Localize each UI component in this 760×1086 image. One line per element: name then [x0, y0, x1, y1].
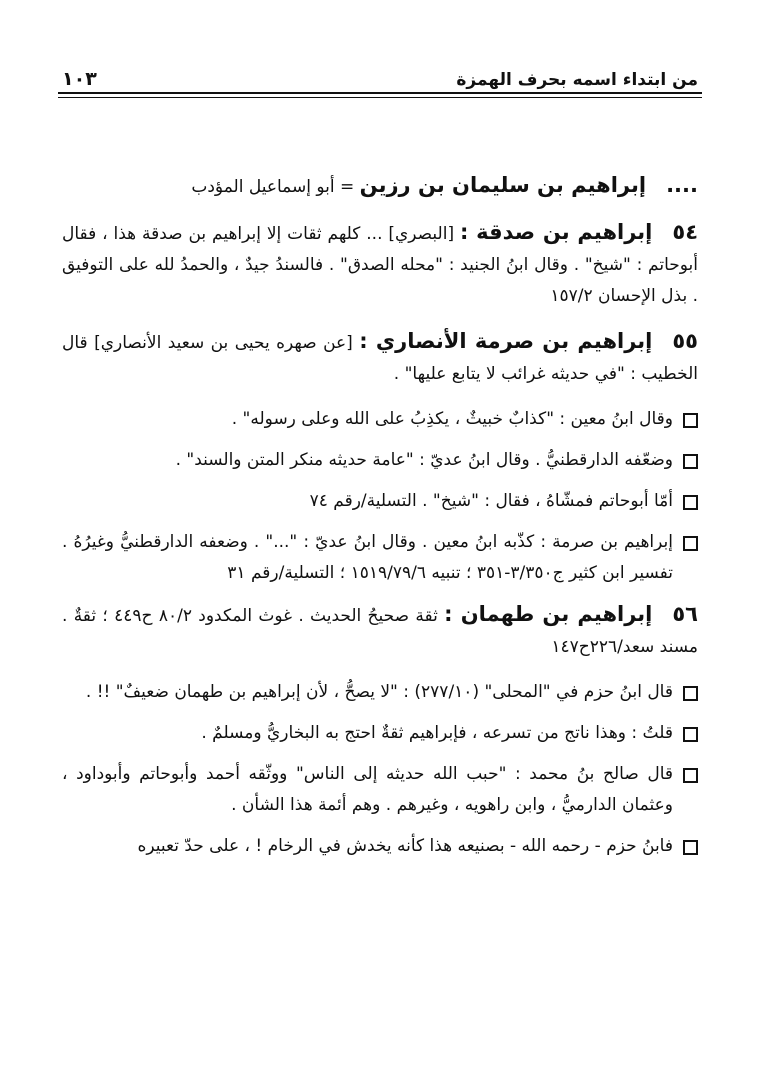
entry-text: [عن صهره يحيى بن سعيد الأنصاري] قال الخطيب : "في حديثه غرائب لا يتابع عليها" .: [62, 333, 698, 384]
checkbox-bullet-icon: [683, 686, 698, 701]
checkbox-bullet-icon: [683, 495, 698, 510]
entry-number: ٥٤: [672, 220, 699, 244]
entry-text: = أبو إسماعيل المؤدب: [191, 177, 360, 197]
list-item: [62, 718, 698, 749]
checkbox-bullet-icon: [683, 768, 698, 783]
list-item-text: فابنُ حزم - رحمه الله - بصنيعه هذا كأنه يخدش في الرخام ! ، على حدّ تعبيره: [137, 836, 673, 856]
checkbox-bullet-icon: [683, 536, 698, 551]
list-item: [62, 831, 698, 862]
list-item: [62, 527, 698, 589]
header-rule-thick: [58, 92, 702, 94]
list-item-text: وقال ابنُ معين : "كذابٌ خبيثٌ ، يكذِبُ على الله وعلى رسوله" .: [231, 409, 673, 429]
entry-name: إبراهيم بن طهمان :: [444, 602, 653, 626]
list-item-text: أمّا أبوحاتم فمشّاهُ ، فقال : "شيخ" . التسلية/رقم ٧٤: [309, 491, 673, 511]
list-item-text: قال ابنُ حزم في "المحلى" (٢٧٧/١٠) : "لا يصحُّ ، لأن إبراهيم بن طهمان ضعيفٌ" !! .: [85, 682, 673, 702]
header-rule-thin: [58, 97, 702, 98]
entry-56: [62, 599, 698, 663]
list-item-text: إبراهيم بن صرمة : كذّبه ابنُ معين . وقال ابنُ عديّ : "..." . وضعفه الدارقطنيُّ وغيرُهُ . تفسير ابن كثير ج٣/٣٥٠-٣٥١ ؛ تنبيه ١٥١٩/٧٩/٦ ؛ التسلية/رقم ٣١: [62, 532, 673, 583]
entry-number: ٥٦: [672, 602, 698, 626]
entry-text: [البصري] ... كلهم ثقات إلا إبراهيم بن صدقة هذا ، فقال أبوحاتم : "شيخ" . وقال ابنُ الجنيد : "محله الصدق" . فالسندُ جيدٌ ، والحمدُ لله على التوفيق . بذل الإحسان ١٥٧/٢: [62, 224, 698, 306]
page-number: ١٠٣: [62, 68, 97, 90]
page-header: [62, 54, 698, 90]
list-item-text: قلتُ : وهذا ناتج من تسرعه ، فإبراهيم ثقةٌ احتج به البخاريُّ ومسلمٌ .: [201, 723, 673, 743]
entry-name: إبراهيم بن صدقة :: [459, 220, 653, 244]
list-item: [62, 677, 698, 708]
list-item: [62, 445, 698, 476]
list-item-text: وضعّفه الدارقطنيُّ . وقال ابنُ عديّ : "عامة حديثه منكر المتن والسند" .: [175, 450, 673, 470]
checkbox-bullet-icon: [683, 413, 698, 428]
entry-55: [62, 326, 698, 390]
entry-ibrahim-bin-sulayman: [62, 170, 698, 203]
list-item: [62, 759, 698, 821]
entry-name: إبراهيم بن صرمة الأنصاري :: [359, 329, 653, 353]
running-title: من ابتداء اسمه بحرف الهمزة: [456, 70, 698, 90]
entry-ellipsis: ....: [666, 173, 698, 197]
page-body: [62, 170, 698, 872]
list-item: [62, 486, 698, 517]
entry-name: إبراهيم بن سليمان بن رزين: [359, 173, 647, 197]
checkbox-bullet-icon: [683, 727, 698, 742]
entry-number: ٥٥: [672, 329, 698, 353]
entry-text: ثقة صحيحُ الحديث . غوث المكدود ٨٠/٢ ح٤٤٩ ؛ ثقةٌ . مسند سعد/٢٢٦ح١٤٧: [62, 606, 698, 657]
list-item-text: قال صالح بنُ محمد : "حبب الله حديثه إلى الناس" ووثّقه أحمد وأبوحاتم وأبوداود ، وعثمان الدارميُّ ، وابن راهويه ، وغيرهم . وهم أئمة هذا الشأن .: [62, 764, 673, 815]
checkbox-bullet-icon: [683, 454, 698, 469]
checkbox-bullet-icon: [683, 840, 698, 855]
list-item: [62, 404, 698, 435]
entry-54: [62, 217, 698, 312]
